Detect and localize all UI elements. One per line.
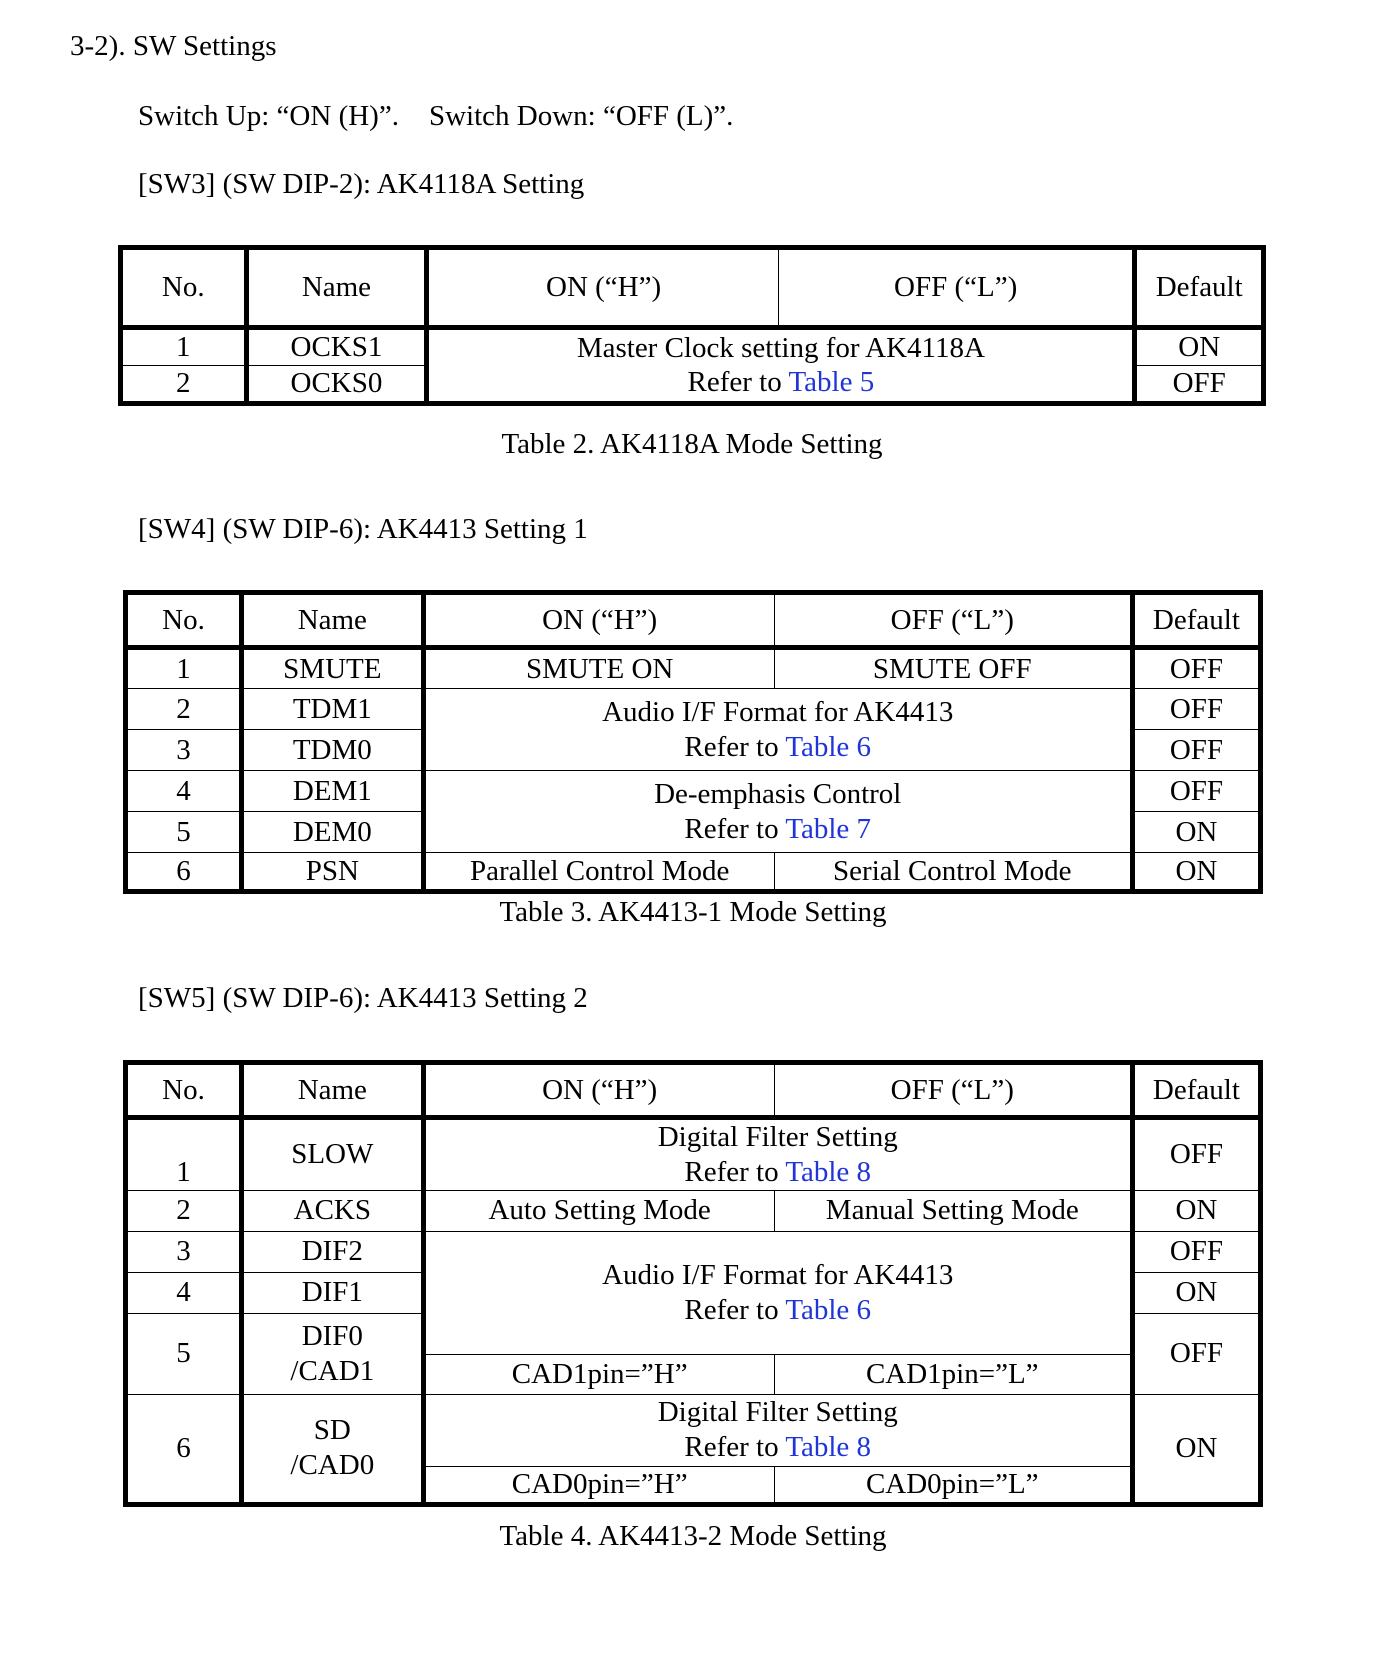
- sw5-title: [SW5] (SW DIP-6): AK4413 Setting 2: [138, 982, 588, 1014]
- sw4-title: [SW4] (SW DIP-6): AK4413 Setting 1: [138, 513, 588, 545]
- header-off: OFF (“L”): [774, 1063, 1132, 1118]
- table-row: [126, 771, 1261, 812]
- table-row: [126, 1118, 1261, 1191]
- table-7-link[interactable]: Table 7: [785, 812, 872, 845]
- row-no: 2: [121, 365, 247, 403]
- row-no: 6: [126, 1394, 242, 1504]
- row-name: DEM1: [242, 771, 424, 812]
- row-on: Parallel Control Mode: [423, 853, 774, 892]
- row-name: PSN: [242, 853, 424, 892]
- refer-text: Refer to: [687, 366, 789, 399]
- row-name: [242, 1313, 424, 1394]
- header-default: Default: [1132, 1063, 1260, 1118]
- row-default: OFF: [1132, 1231, 1260, 1272]
- header-name: Name: [246, 248, 427, 328]
- row-name-line2: /CAD0: [290, 1449, 375, 1482]
- header-on: ON (“H”): [423, 1063, 774, 1118]
- row-name-line1: DIF0: [301, 1319, 363, 1352]
- row-no: 3: [126, 730, 242, 771]
- row-name: SLOW: [242, 1118, 424, 1191]
- row-on: CAD1pin=”H”: [423, 1354, 774, 1394]
- row-no: 1: [126, 648, 242, 689]
- table-row: [126, 1394, 1261, 1466]
- table-8-link[interactable]: Table 8: [785, 1155, 872, 1188]
- row-name: ACKS: [242, 1190, 424, 1231]
- merged-setting-cell: [427, 328, 1135, 404]
- sw4-caption: Table 3. AK4413-1 Mode Setting: [499, 896, 887, 928]
- row-default: OFF: [1132, 648, 1260, 689]
- merged-digital-filter-text: Digital Filter Setting: [657, 1121, 898, 1153]
- header-default: Default: [1132, 593, 1260, 648]
- row-name: TDM0: [242, 730, 424, 771]
- table-5-link[interactable]: Table 5: [788, 366, 875, 399]
- header-name: Name: [242, 1063, 424, 1118]
- sw3-caption: Table 2. AK4118A Mode Setting: [501, 428, 883, 460]
- table-row: [126, 853, 1261, 892]
- refer-text: Refer to: [684, 730, 786, 763]
- row-name: DIF2: [242, 1231, 424, 1272]
- row-default: OFF: [1132, 771, 1260, 812]
- row-default: ON: [1132, 1272, 1260, 1313]
- row-no: 1: [121, 328, 247, 366]
- row-name: DEM0: [242, 812, 424, 853]
- table-row: [126, 1190, 1261, 1231]
- refer-text: Refer to: [684, 812, 786, 845]
- row-default: OFF: [1132, 689, 1260, 730]
- row-default: ON: [1132, 1394, 1260, 1504]
- merged-digital-filter-text: Digital Filter Setting: [657, 1396, 898, 1429]
- row-default: ON: [1132, 812, 1260, 853]
- row-default: OFF: [1132, 730, 1260, 771]
- switch-down-note: Switch Down: “OFF (L)”.: [428, 100, 734, 132]
- sw5-table: [123, 1060, 1263, 1507]
- row-default: ON: [1132, 1190, 1260, 1231]
- header-on: ON (“H”): [423, 593, 774, 648]
- table-8-link[interactable]: Table 8: [785, 1431, 872, 1464]
- row-name: DIF1: [242, 1272, 424, 1313]
- row-default: OFF: [1135, 365, 1264, 403]
- row-default: OFF: [1132, 1118, 1260, 1191]
- row-default: ON: [1132, 853, 1260, 892]
- merged-deemphasis-cell: [423, 771, 1132, 853]
- row-off: Serial Control Mode: [774, 853, 1132, 892]
- refer-text: Refer to: [684, 1155, 786, 1188]
- row-off: SMUTE OFF: [774, 648, 1132, 689]
- table-row: [126, 689, 1261, 730]
- switch-note: [138, 100, 733, 133]
- merged-audio-format-cell: [423, 1231, 1132, 1354]
- row-no: 2: [126, 1190, 242, 1231]
- row-off: CAD0pin=”L”: [774, 1466, 1132, 1504]
- row-no: 5: [126, 812, 242, 853]
- merged-deemphasis-text: De-emphasis Control: [654, 777, 902, 810]
- row-off: CAD1pin=”L”: [774, 1354, 1132, 1394]
- row-no: 2: [126, 689, 242, 730]
- sw3-table: [118, 245, 1266, 406]
- refer-text: Refer to: [684, 1431, 786, 1464]
- row-name-line1: SD: [313, 1414, 351, 1447]
- table-6-link[interactable]: Table 6: [785, 1293, 872, 1326]
- row-name: OCKS1: [246, 328, 427, 366]
- merged-audio-format-text: Audio I/F Format for AK4413: [602, 1258, 954, 1291]
- row-name: [242, 1394, 424, 1504]
- header-off: OFF (“L”): [774, 593, 1132, 648]
- sw3-title: [SW3] (SW DIP-2): AK4118A Setting: [138, 168, 585, 200]
- merged-setting-text: Master Clock setting for AK4118A: [576, 331, 985, 364]
- row-default: ON: [1135, 328, 1264, 366]
- row-no: 1: [126, 1118, 242, 1191]
- table-6-link[interactable]: Table 6: [785, 730, 872, 763]
- row-name: SMUTE: [242, 648, 424, 689]
- header-no: No.: [126, 593, 242, 648]
- merged-audio-format-text: Audio I/F Format for AK4413: [602, 695, 954, 728]
- row-on: SMUTE ON: [423, 648, 774, 689]
- row-name: TDM1: [242, 689, 424, 730]
- row-name-line2: /CAD1: [290, 1354, 375, 1387]
- header-no: No.: [126, 1063, 242, 1118]
- section-title: 3-2). SW Settings: [70, 30, 277, 62]
- row-no: 5: [126, 1313, 242, 1394]
- sw5-caption: Table 4. AK4413-2 Mode Setting: [499, 1520, 887, 1552]
- header-name: Name: [242, 593, 424, 648]
- merged-digital-filter-cell: [423, 1394, 1132, 1466]
- switch-up-note: Switch Up: “ON (H)”.: [138, 100, 399, 132]
- header-no: No.: [121, 248, 247, 328]
- table-row: [126, 1231, 1261, 1272]
- row-no: 4: [126, 1272, 242, 1313]
- row-no: 3: [126, 1231, 242, 1272]
- row-name: OCKS0: [246, 365, 427, 403]
- sw4-table: [123, 590, 1263, 894]
- table-row: [121, 328, 1264, 366]
- header-off: OFF (“L”): [778, 248, 1135, 328]
- header-default: Default: [1135, 248, 1264, 328]
- merged-digital-filter-cell: [423, 1118, 1132, 1191]
- refer-text: Refer to: [684, 1293, 786, 1326]
- row-on: Auto Setting Mode: [423, 1190, 774, 1231]
- row-default: OFF: [1132, 1313, 1260, 1394]
- row-no: 6: [126, 853, 242, 892]
- header-on: ON (“H”): [427, 248, 779, 328]
- merged-audio-format-cell: [423, 689, 1132, 771]
- row-on: CAD0pin=”H”: [423, 1466, 774, 1504]
- table-row: [126, 648, 1261, 689]
- row-off: Manual Setting Mode: [774, 1190, 1132, 1231]
- row-no: 4: [126, 771, 242, 812]
